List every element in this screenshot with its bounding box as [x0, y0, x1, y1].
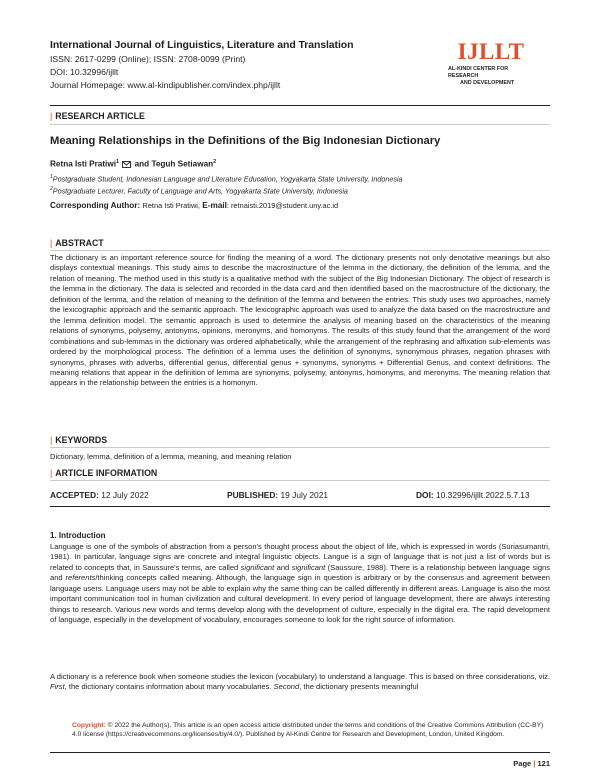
page-sep: | [531, 759, 538, 768]
page-number [490, 759, 550, 768]
section-label-text: RESEARCH ARTICLE [55, 111, 145, 121]
accepted-label: ACCEPTED: [50, 490, 99, 500]
article-doi [416, 490, 530, 500]
abstract-heading-text: ABSTRACT [55, 238, 104, 248]
abstract-bar-icon: | [50, 238, 53, 248]
doi-label: DOI: [416, 490, 434, 500]
doi-value[interactable]: 10.32996/ijllt.2022.5.7.13 [436, 490, 530, 500]
italic-term: significant [291, 562, 326, 572]
journal-doi: DOI: 10.32996/ijllt [50, 67, 119, 77]
text-run: (Saussure, 1988). There is a relationship between language signs and [50, 562, 550, 583]
text-run: Language is one of the symbols of abstraction from a person's thought process about the object of life, which is expressed in words (Suriasumantri, 1981). In particular, language signs are concrete and integral linguistic objects. Langue is a sign of language that is not just a list of words but is related to concepts that, in Saussure's terms, are called [50, 542, 550, 572]
corresponding-name: Retna Isti Pratiwi, [142, 201, 200, 210]
copyright-label: Copyright: [72, 722, 106, 729]
italic-term: significant [240, 562, 275, 572]
author-2: Teguh Setiawan [151, 159, 214, 169]
text-run: and [274, 562, 292, 572]
journal-homepage[interactable]: Journal Homepage: www.al-kindipublisher.com/index.php/ijllt [50, 80, 281, 90]
text-run: /thinking concepts called meaning. Although, the language sign in question is arbitrary or by the consensus and agreement between language users. Language users may not be able to explain why the same thing can be called differently in different areas. Language is also the most important communication tool in human civilization and cultural development. In every period of language development, there are always interesting things to research. Various new words and terms develop along with the development of culture, especially in the digital era. The rapid development of language, especially in the development of vocabulary, encourages someone to look for the right source of information. [50, 573, 550, 625]
article-info-heading-text: ARTICLE INFORMATION [55, 468, 158, 478]
italic-term: Second [273, 682, 300, 692]
text-run: , the dictionary presents meaningful [299, 682, 419, 692]
accepted-value: 12 July 2022 [101, 490, 149, 500]
info-divider [50, 506, 550, 507]
page-value: 121 [537, 759, 550, 768]
corresponding-email[interactable]: : retnaisti.2019@student.uny.ac.id [226, 201, 339, 210]
abstract-divider [50, 250, 550, 251]
logo-mark: IJLLT [457, 39, 525, 64]
author-list [50, 159, 216, 170]
email-label: E-mail [202, 201, 227, 210]
corresponding-author [50, 201, 338, 210]
logo-line-2: AND DEVELOPMENT [460, 80, 515, 86]
article-info-divider [50, 480, 550, 481]
paper-title: Meaning Relationships in the Definitions of the Big Indonesian Dictionary [50, 135, 441, 147]
keywords-bar-icon: | [50, 435, 53, 445]
text-run: A dictionary is a reference book when someone studies the lexicon (vocabulary) to understand a language. This is based on three considerations, viz. [50, 672, 550, 681]
abstract-text: The dictionary is an important reference source for finding the meaning of a word. The dictionary presents not only denotative meanings but also displays contextual meanings. This study aims to describe the macrostructure of the lemma in the dictionary, the definition of the lemma, and the relation of meaning. The method used in this study is a qualitative method with the subject of the Big Indonesian Dictionary. The object of research is the lemma in the dictionary. The data is selected and recorded in the data card and then identified based on the macrostructure of the dictionary, the definition of the lemma, and the relation of meaning to the definition of the lemma and between the entries. This study uses two approaches, namely the lexicographic approach and the semantic approach. The lexicographic approach was used to analyze the data based on the macrostructure and the lemma definition model. The semantic approach is used to determine the analysis of meaning based on the characteristics of the meaning relations of synonyms, polysemy, antonyms, opinions, meronyms, and homonyms. The results of this study found that the arrangement of the word combinations and sub-lemmas in the dictionary was ordered alphabetically, while the arrangement of the rephrasing and affixation sub-elements was ordered by the morphological process. The definition of a lemma uses the definition of synonyms, synonymous phrases, negation phrases with synonyms, phrases with adverbs, differential genus, differential genus + synonyms, synonyms + Differential Genus, and context definitions. The meaning relations that appear in the definition of lemma are synonyms, polysemy, antonyms, homonyms, and meronyms. The meaning relation that appears in the relationship between the entries is a homonym. [50, 253, 550, 388]
affiliation-1-num: 1 [50, 174, 53, 180]
author-1-sup: 1 [115, 159, 120, 165]
keywords-heading-text: KEYWORDS [55, 435, 108, 445]
page-label: Page [513, 759, 532, 768]
publisher-logo [446, 38, 536, 87]
section-bar-icon: | [50, 111, 53, 121]
journal-title: International Journal of Linguistics, Literature and Translation [50, 39, 354, 51]
italic-term: referents [65, 573, 96, 583]
text-run: the dictionary contains information about many vocabularies. [66, 682, 274, 692]
logo-line-1: AL-KINDI CENTER FOR RESEARCH [448, 66, 509, 79]
keywords-heading [50, 435, 107, 445]
accepted-date [50, 490, 149, 500]
article-info-heading [50, 468, 157, 478]
intro-paragraph-2 [50, 672, 550, 693]
footer-divider [50, 752, 550, 753]
published-value: 19 July 2021 [280, 490, 329, 500]
article-info-bar-icon: | [50, 468, 53, 478]
intro-paragraph-1 [50, 542, 550, 626]
affiliation-2-num: 2 [50, 186, 53, 192]
affiliation-1 [50, 174, 403, 183]
affiliation-1-text: Postgraduate Student, Indonesian Language and Literature Education, Yogyakarta State University, Indonesia [52, 174, 403, 184]
author-joiner: and [132, 159, 152, 169]
keywords-divider [50, 447, 550, 448]
affiliation-2 [50, 186, 348, 195]
published-label: PUBLISHED: [227, 490, 279, 500]
affiliation-2-text: Postgraduate Lecturer, Faculty of Language and Arts, Yogyakarta State University, Indonesia [52, 186, 348, 196]
journal-issn: ISSN: 2617-0299 (Online); ISSN: 2708-0099 (Print) [50, 54, 246, 64]
author-1: Retna Isti Pratiwi [50, 159, 116, 169]
abstract-heading [50, 238, 104, 248]
header-divider [50, 105, 550, 106]
section-divider [50, 124, 550, 125]
copyright-text: © 2022 the Author(s). This article is an open access article distributed under the terms and conditions of the Creative Commons Attribution (CC-BY) 4.0 license (https://creativecommons.org/licenses/by/4.0/). Published by Al-Kindi Centre for Research and Development, London, United Kingdom. [72, 722, 544, 738]
corresponding-label: Corresponding Author: [50, 201, 141, 210]
mail-icon[interactable] [122, 161, 131, 170]
intro-heading: 1. Introduction [50, 531, 106, 540]
author-2-sup: 2 [213, 159, 217, 165]
copyright-notice [72, 722, 550, 739]
published-date [227, 490, 328, 500]
keywords-text: Dictionary, lemma, definition of a lemma, meaning, and meaning relation [50, 452, 292, 461]
section-label [50, 111, 145, 121]
italic-term: First, [50, 682, 67, 692]
